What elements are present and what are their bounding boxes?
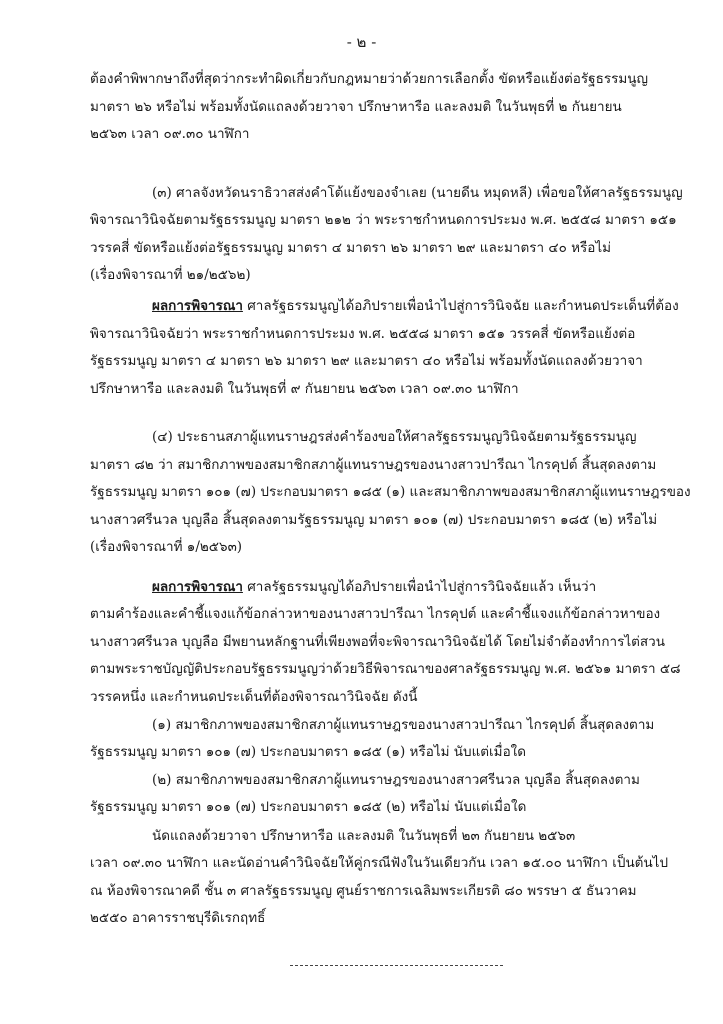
result-paragraph-line — [152, 577, 596, 597]
paragraph-line: (เรื่องพิจารณาที่ ๒๑/๒๕๖๒) — [90, 267, 251, 283]
paragraph-line: มาตรา ๘๒ ว่า สมาชิกภาพของสมาชิกสภาผู้แทนราษฎรของนางสาวปารีณา ไกรคุปต์ สิ้นสุดลงตาม — [90, 457, 657, 473]
paragraph-line: ณ ห้องพิจารณาคดี ชั้น ๓ ศาลรัฐธรรมนูญ ศูนย์ราชการเฉลิมพระเกียรติ ๘๐ พรรษา ๕ ธันวาคม — [90, 883, 637, 899]
paragraph-line: นางสาวศรีนวล บุญลือ มีพยานหลักฐานที่เพียงพอที่จะพิจารณาวินิจฉัยได้ โดยไม่จำต้องทำการไต่สวน — [90, 634, 665, 650]
result-text: ศาลรัฐธรรมนูญได้อภิปรายเพื่อนำไปสู่การวินิจฉัยแล้ว เห็นว่า — [242, 579, 597, 595]
paragraph-line: นางสาวศรีนวล บุญลือ สิ้นสุดลงตามรัฐธรรมนูญ มาตรา ๑๐๑ (๗) ประกอบมาตรา ๑๘๕ (๒) หรือไม่ — [90, 512, 658, 528]
list-item-line: (๒) สมาชิกภาพของสมาชิกสภาผู้แทนราษฎรของนางสาวศรีนวล บุญลือ สิ้นสุดลงตาม — [152, 772, 640, 788]
paragraph-line: ตามคำร้องและคำชี้แจงแก้ข้อกล่าวหาของนางสาวปารีณา ไกรคุปต์ และคำชี้แจงแก้ข้อกล่าวหาของ — [90, 606, 661, 622]
paragraph-line: (๔) ประธานสภาผู้แทนราษฎรส่งคำร้องขอให้ศาลรัฐธรรมนูญวินิจฉัยตามรัฐธรรมนูญ — [152, 429, 637, 445]
list-item-line: (๑) สมาชิกภาพของสมาชิกสภาผู้แทนราษฎรของนางสาวปารีณา ไกรคุปต์ สิ้นสุดลงตาม — [152, 717, 655, 733]
paragraph-line: ปรึกษาหารือ และลงมติ ในวันพุธที่ ๙ กันยายน ๒๕๖๓ เวลา ๐๙.๓๐ นาฬิกา — [90, 381, 519, 397]
paragraph-line: (๓) ศาลจังหวัดนราธิวาสส่งคำโต้แย้งของจำเลย (นายดีน หมุดหลี) เพื่อขอให้ศาลรัฐธรรมนูญ — [152, 185, 683, 201]
paragraph-line: มาตรา ๒๖ หรือไม่ พร้อมทั้งนัดแถลงด้วยวาจา ปรึกษาหารือ และลงมติ ในวันพุธที่ ๒ กันยายน — [90, 99, 622, 115]
paragraph-line: รัฐธรรมนูญ มาตรา ๑๐๑ (๗) ประกอบมาตรา ๑๘๕ (๑) และสมาชิกภาพของสมาชิกสภาผู้แทนราษฎรของ — [90, 484, 691, 500]
paragraph-line: ๒๕๕๐ อาคารราชบุรีดิเรกฤทธิ์ — [90, 910, 266, 926]
paragraph-line: พิจารณาวินิจฉัยว่า พระราชกำหนดการประมง พ.ศ. ๒๕๕๘ มาตรา ๑๕๑ วรรคสี่ ขัดหรือแย้งต่อ — [90, 326, 636, 342]
paragraph-line: ต้องคำพิพากษาถึงที่สุดว่ากระทำผิดเกี่ยวกับกฎหมายว่าด้วยการเลือกตั้ง ขัดหรือแย้งต่อรัฐธรรมนูญ — [90, 71, 648, 87]
paragraph-line: เวลา ๐๙.๓๐ นาฬิกา และนัดอ่านคำวินิจฉัยให้คู่กรณีฟังในวันเดียวกัน เวลา ๑๕.๐๐ นาฬิกา เป็นต้นไป — [90, 855, 669, 871]
paragraph-line: วรรคสี่ ขัดหรือแย้งต่อรัฐธรรมนูญ มาตรา ๔ มาตรา ๒๖ มาตรา ๒๙ และมาตรา ๔๐ หรือไม่ — [90, 240, 612, 256]
paragraph-line: วรรคหนึ่ง และกำหนดประเด็นที่ต้องพิจารณาวินิจฉัย ดังนี้ — [90, 689, 418, 705]
page-number: - ๒ - — [346, 33, 377, 51]
result-text: ศาลรัฐธรรมนูญได้อภิปรายเพื่อนำไปสู่การวินิจฉัย และกำหนดประเด็นที่ต้อง — [242, 298, 679, 314]
result-paragraph-line — [152, 296, 679, 316]
result-heading: ผลการพิจารณา — [152, 298, 243, 314]
paragraph-line: ตามพระราชบัญญัติประกอบรัฐธรรมนูญว่าด้วยวิธีพิจารณาของศาลรัฐธรรมนูญ พ.ศ. ๒๕๖๑ มาตรา ๕๘ — [90, 661, 681, 677]
footer-divider — [290, 965, 503, 966]
paragraph-line: (เรื่องพิจารณาที่ ๑/๒๕๖๓) — [90, 539, 243, 555]
paragraph-line: รัฐธรรมนูญ มาตรา ๔ มาตรา ๒๖ มาตรา ๒๙ และมาตรา ๔๐ หรือไม่ พร้อมทั้งนัดแถลงด้วยวาจา — [90, 353, 643, 369]
list-item-line: รัฐธรรมนูญ มาตรา ๑๐๑ (๗) ประกอบมาตรา ๑๘๕ (๑) หรือไม่ นับแต่เมื่อใด — [90, 744, 527, 760]
paragraph-line: นัดแถลงด้วยวาจา ปรึกษาหารือ และลงมติ ในวันพุธที่ ๒๓ กันยายน ๒๕๖๓ — [152, 828, 576, 844]
paragraph-line: พิจารณาวินิจฉัยตามรัฐธรรมนูญ มาตรา ๒๑๒ ว่า พระราชกำหนดการประมง พ.ศ. ๒๕๕๘ มาตรา ๑๕๑ — [90, 212, 677, 228]
list-item-line: รัฐธรรมนูญ มาตรา ๑๐๑ (๗) ประกอบมาตรา ๑๘๕ (๒) หรือไม่ นับแต่เมื่อใด — [90, 799, 527, 815]
paragraph-line: ๒๕๖๓ เวลา ๐๙.๓๐ นาฬิกา — [90, 126, 250, 142]
result-heading: ผลการพิจารณา — [152, 579, 243, 595]
